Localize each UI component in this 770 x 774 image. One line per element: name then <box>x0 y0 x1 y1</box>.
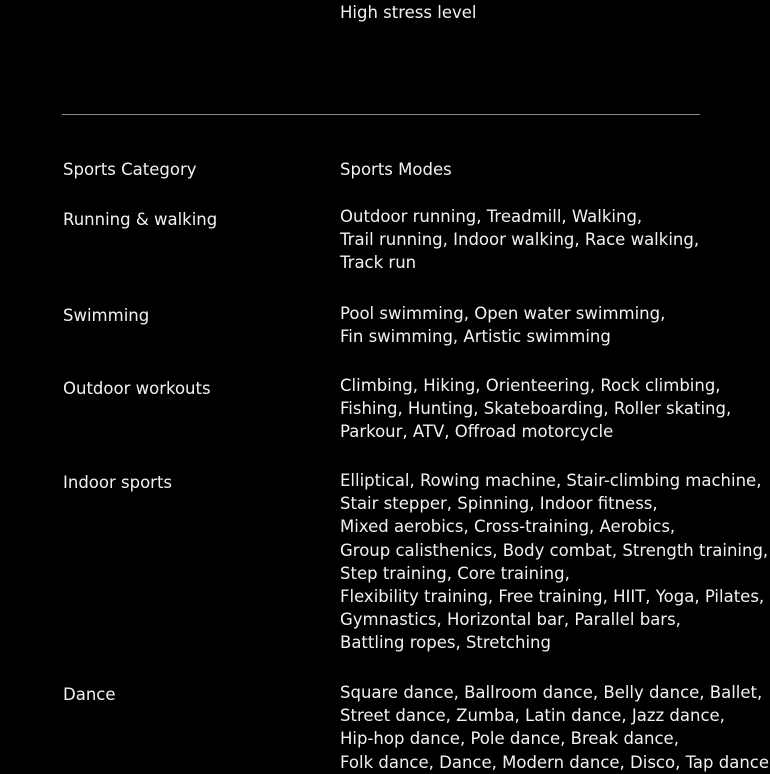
column-header-sports-category: Sports Category <box>63 160 197 179</box>
row-category-running-walking: Running & walking <box>63 210 218 229</box>
row-modes-running-walking: Outdoor running, Treadmill, Walking, Trail running, Indoor walking, Race walking, Track run <box>340 207 700 273</box>
column-header-sports-modes: Sports Modes <box>340 160 452 179</box>
row-category-swimming: Swimming <box>63 306 150 325</box>
row-modes-dance: Square dance, Ballroom dance, Belly dance, Ballet, Street dance, Zumba, Latin dance, Jazz dance, Hip-hop dance, Pole dance, Break dance, Folk dance, Dance, Modern dance, Disco, Tap dance <box>340 683 770 772</box>
row-modes-indoor-sports: Elliptical, Rowing machine, Stair-climbing machine, Stair stepper, Spinning, Indoor fitness, Mixed aerobics, Cross-training, Aerobics, Group calisthenics, Body combat, Strength training, Step training, Core training, Flexibility training, Free training, HIIT, Yoga, Pilates, Gymnastics, Horizontal bar, Parallel bars, Battling ropes, Stretching <box>340 471 769 653</box>
section-divider <box>62 114 700 115</box>
previous-row-modes-text: High stress level <box>340 3 477 22</box>
row-modes-swimming: Pool swimming, Open water swimming, Fin swimming, Artistic swimming <box>340 304 666 347</box>
row-category-indoor-sports: Indoor sports <box>63 473 173 492</box>
row-modes-outdoor-workouts: Climbing, Hiking, Orienteering, Rock climbing, Fishing, Hunting, Skateboarding, Roller skating, Parkour, ATV, Offroad motorcycle <box>340 376 732 442</box>
row-category-outdoor-workouts: Outdoor workouts <box>63 379 211 398</box>
row-category-dance: Dance <box>63 685 116 704</box>
